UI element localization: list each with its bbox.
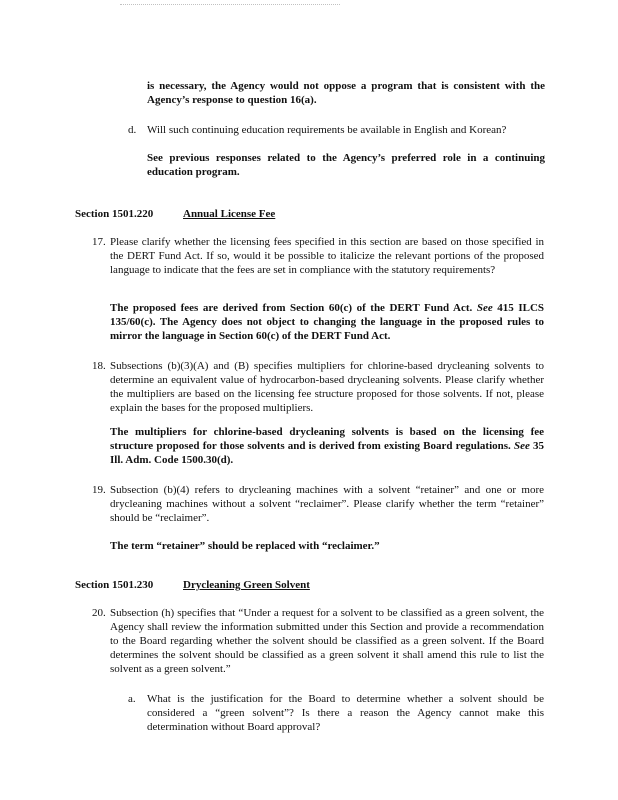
answer-18-text [110, 425, 544, 467]
answer-17-see: See [476, 302, 493, 314]
section-title: Annual License Fee [183, 208, 276, 220]
scan-artifact [120, 4, 340, 8]
question-19-text: Subsection (b)(4) refers to drycleaning machines with a solvent “retainer” and one or more drycleaning machines without a solvent “reclaimer”. Please clarify whether the term “retainer” should be “reclaimer”. [110, 484, 544, 524]
answer-19-text: The term “retainer” should be replaced with “reclaimer.” [110, 540, 380, 552]
section-heading-230 [75, 578, 310, 592]
question-20-text: Subsection (h) specifies that “Under a request for a solvent to be classified as a green solvent, the Agency shall review the information submitted under this Section and provide a recommendation to the Board regarding whether the solvent should be classified as a green solvent. If the Board determines the solvent should be classified as a green solvent it shall amend this rule to list the solvent as a green solvent.” [110, 607, 544, 675]
question-18-text: Subsections (b)(3)(A) and (B) specifies multipliers for chlorine-based drycleaning solvents to determine an equivalent value of hydrocarbon-based drycleaning solvents. Please clarify whether the multipliers are based on the licensing fee structure proposed for those solvents. If not, please explain the bases for the proposed multipliers. [110, 360, 544, 414]
item-letter-d: d. [128, 124, 137, 136]
question-number-18: 18. [92, 360, 106, 372]
question-20a-text: What is the justification for the Board to determine whether a solvent should be considered a “green solvent”? Is there a reason the Agency cannot make this determination without Board approval? [147, 693, 544, 733]
answer-17-text [110, 301, 544, 343]
question-number-17: 17. [92, 236, 106, 248]
question-number-19: 19. [92, 484, 106, 496]
question-17-text: Please clarify whether the licensing fees specified in this section are based on those specified in the DERT Fund Act. If so, would it be possible to italicize the relevant portions of the proposed language to indicate that the fees are set in compliance with the statutory requirements? [110, 236, 544, 276]
answer-18-part1: The multipliers for chlorine-based drycleaning solvents is based on the licensing fee structure proposed for those solvents and is derived from existing Board regulations. [110, 426, 544, 452]
answer-18-see: See [513, 440, 530, 452]
answer-17-part1: The proposed fees are derived from Section 60(c) of the DERT Fund Act. [110, 302, 473, 314]
answer-18-part2: 35 Ill. Adm. Code 1500.30(d). [110, 440, 545, 466]
section-number: Section 1501.220 [75, 208, 154, 220]
question-d-text: Will such continuing education requirements be available in English and Korean? [147, 124, 507, 136]
question-number-20: 20. [92, 607, 106, 619]
item-letter-a: a. [128, 693, 136, 705]
section-number: Section 1501.230 [75, 579, 154, 591]
answer-continuation: is necessary, the Agency would not oppose a program that is consistent with the Agency’s response to question 16(a). [147, 80, 545, 106]
section-heading-220 [75, 207, 275, 221]
answer-17-part2: 415 ILCS 135/60(c). The Agency does not object to changing the language in the proposed rules to mirror the language in Section 60(c) of the DERT Fund Act. [110, 302, 545, 342]
answer-d-text: See previous responses related to the Agency’s preferred role in a continuing education program. [147, 152, 545, 178]
section-title: Drycleaning Green Solvent [183, 579, 310, 591]
